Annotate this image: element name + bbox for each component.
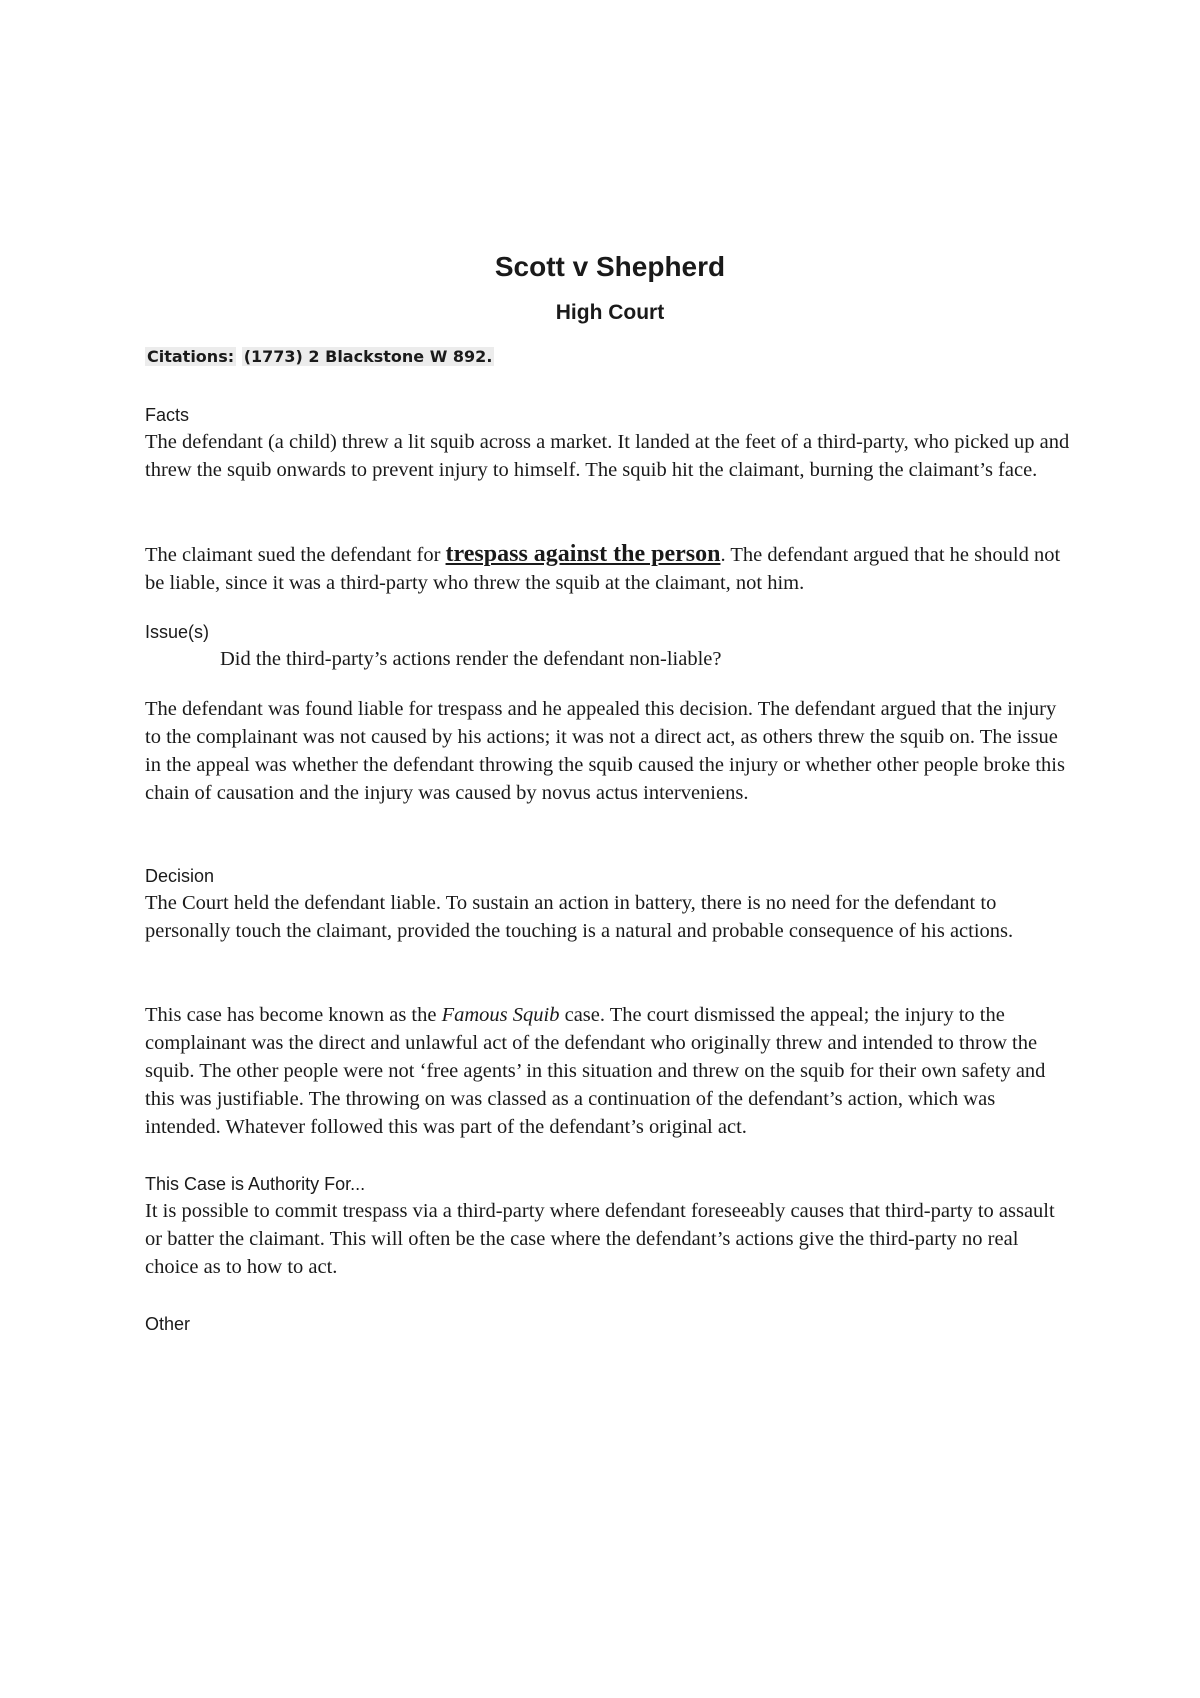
claim-text-before: The claimant sued the defendant for	[145, 544, 446, 566]
other-section	[145, 1311, 1075, 1337]
appeal-paragraph: The defendant was found liable for trespass and he appealed this decision. The defendant argued that the injury to the complainant was not caused by his actions; it was not a direct act, as others threw the squib on. The issue in the appeal was whether the defendant throwing the squib caused the injury or whether other people broke this chain of causation and the injury was caused by novus actus interveniens.	[145, 698, 1065, 804]
authority-heading: This Case is Authority For...	[145, 1174, 366, 1194]
case-title: Scott v Shepherd	[494, 251, 726, 282]
citation	[145, 346, 1075, 368]
authority-paragraph: It is possible to commit trespass via a third-party where defendant foreseeably causes that third-party to assault or batter the claimant. This will often be the case where the defendant’s actions give the third-party no real choice as to how to act.	[145, 1200, 1055, 1278]
facts-section	[145, 402, 1075, 597]
decision-paragraph: The Court held the defendant liable. To sustain an action in battery, there is no need for the defendant to personally touch the claimant, provided the touching is a natural and probable consequence of his actions.	[145, 892, 1014, 942]
trespass-link[interactable]: trespass against the person	[445, 541, 721, 567]
issues-heading: Issue(s)	[145, 622, 210, 642]
decision-heading: Decision	[145, 866, 215, 886]
famous-squib-italic: Famous Squib	[441, 1004, 560, 1026]
famous-text-before: This case has become known as the	[145, 1004, 442, 1026]
court-name: High Court	[555, 301, 665, 324]
claim-text-after: . The defendant argued that he should not be liable, since it was a third-party who threw the squib at the claimant, not him.	[145, 544, 1061, 594]
issues-section	[145, 619, 1075, 807]
famous-text-after: case. The court dismissed the appeal; the injury to the complainant was the direct and unlawful act of the defendant who originally threw and intended to throw the squib. The other people were not ‘free agents’ in this situation and threw on the squib for their own safety and this was justifiable. The throwing on was classed as a continuation of the defendant’s action, which was intended. Whatever followed this was part of the defendant’s original act.	[145, 1004, 1046, 1138]
authority-section	[145, 1171, 1075, 1281]
citation-value: (1773) 2 Blackstone W 892.	[243, 347, 493, 366]
document-body	[145, 250, 1075, 1337]
citation-label: Citations:	[147, 347, 235, 366]
other-heading: Other	[145, 1314, 191, 1334]
famous-squib-paragraph	[145, 1001, 1075, 1141]
facts-heading: Facts	[145, 405, 190, 425]
issue-question: Did the third-party’s actions render the defendant non-liable?	[220, 648, 722, 670]
facts-paragraph: The defendant (a child) threw a lit squib across a market. It landed at the feet of a third-party, who picked up and threw the squib onwards to prevent injury to himself. The squib hit the claimant, burning the claimant’s face.	[145, 431, 1070, 481]
claim-paragraph	[145, 540, 1075, 597]
decision-section	[145, 863, 1075, 1141]
